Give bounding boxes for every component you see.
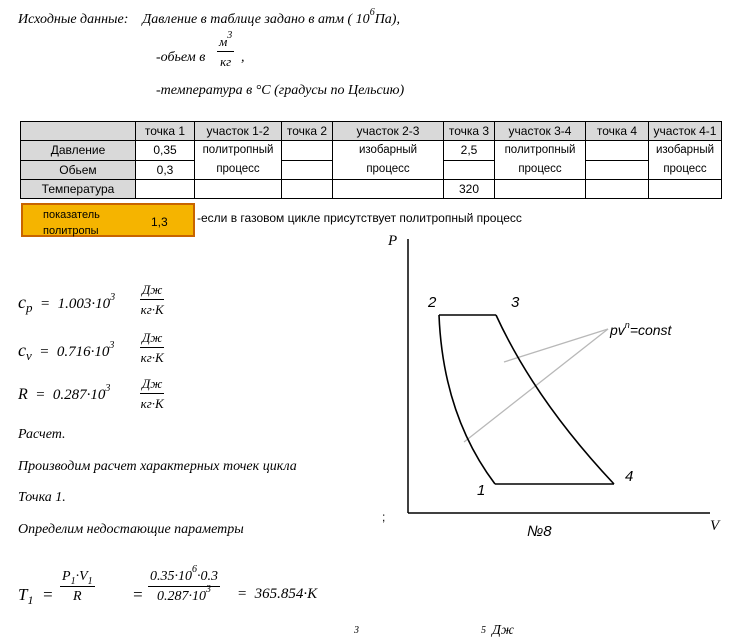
t1-subscript: 1	[27, 593, 34, 607]
cell-pressure-p4[interactable]	[586, 141, 649, 161]
cv-exponent: 3	[109, 340, 115, 351]
cv-unit-den: кг·К	[140, 350, 164, 365]
point-label-3: 3	[511, 294, 520, 311]
r-unit-den: кг·К	[140, 396, 164, 411]
calc-heading: Расчет.	[18, 427, 66, 442]
bottom-partial-exp-2: 5	[481, 625, 486, 636]
t1-lhs	[18, 585, 53, 605]
volume-unit-exp: 3	[227, 30, 233, 41]
table-row	[21, 180, 722, 199]
volume-unit-fraction	[217, 30, 234, 70]
t1-den-value: 0.287·10	[157, 589, 206, 604]
cell-volume-p1[interactable]: 0,3	[136, 160, 195, 180]
cp-exponent: 3	[110, 292, 116, 303]
volume-unit-comma: ,	[241, 50, 245, 65]
polytrope-label	[43, 207, 100, 239]
cp-value: 1.003·10	[57, 296, 111, 312]
curve-label-exp: n	[624, 320, 630, 330]
seg23-line2: процесс	[366, 163, 410, 175]
cell-segment-2-3	[333, 141, 444, 180]
polytrope-note: -если в газовом цикле присутствует политропный процесс	[197, 211, 522, 225]
t1-fraction-symbolic	[60, 569, 95, 605]
cell-temperature-seg23	[333, 180, 444, 199]
cell-temperature-seg41	[649, 180, 722, 199]
points-text: Производим расчет характерных точек цикла	[18, 459, 297, 474]
seg12-line1: политропный	[202, 144, 274, 156]
polytrope-value[interactable]: 1,3	[151, 215, 168, 229]
cell-volume-p2[interactable]	[282, 160, 333, 180]
polytrope-1-2	[439, 315, 495, 484]
curve-label-const: =const	[629, 322, 672, 338]
row-label-pressure: Давление	[21, 141, 136, 161]
header-label: Исходные данные:	[18, 12, 129, 27]
cv-symbol: c	[18, 340, 26, 360]
cv-unit-num: Дж	[140, 330, 164, 348]
t1-num-value: 0.35·10	[150, 569, 192, 584]
volume-unit-num: м	[219, 34, 228, 49]
cell-pressure-p3[interactable]: 2,5	[444, 141, 495, 161]
header-pressure-text: Давление в таблице задано в атм ( 10	[142, 12, 370, 27]
t1-v: ·V	[75, 569, 88, 584]
stray-semicolon: ;	[382, 510, 386, 524]
cell-temperature-seg12	[195, 180, 282, 199]
r-symbol: R	[18, 386, 28, 403]
point-label-1: 1	[477, 482, 486, 499]
bottom-partial-exp: 3	[354, 625, 359, 636]
cell-temperature-p1[interactable]	[136, 180, 195, 199]
r-equals: =	[35, 387, 46, 403]
cell-temperature-seg34	[495, 180, 586, 199]
cell-pressure-p2[interactable]	[282, 141, 333, 161]
curve-label-pv: pv	[610, 322, 625, 338]
polytrope-label-line2: политропы	[43, 225, 99, 237]
cp-unit-den: кг·К	[140, 302, 164, 317]
polytrope-label-line1: показатель	[43, 209, 100, 221]
seg41-line2: процесс	[663, 163, 707, 175]
point-label-4: 4	[625, 468, 634, 485]
header-line-3: -температура в °С (градусы по Цельсию)	[156, 83, 405, 98]
col-segment-1-2: участок 1-2	[195, 122, 282, 141]
polytrope-3-4	[496, 315, 614, 484]
axis-p-label: P	[388, 233, 398, 249]
t1-equals-3: =	[237, 586, 248, 602]
t1-p-sub: 1	[70, 576, 76, 587]
t1-fraction-numeric	[148, 564, 220, 605]
cp-symbol: c	[18, 292, 26, 312]
axis-v-label: V	[710, 518, 720, 534]
t1-symbol: T	[18, 585, 28, 604]
cp-unit-num: Дж	[140, 282, 164, 300]
r-unit-num: Дж	[140, 376, 164, 394]
col-point-4: точка 4	[586, 122, 649, 141]
constant-cp	[18, 292, 115, 313]
t1-result-value: 365.854·К	[254, 586, 318, 602]
header-line-2	[156, 50, 205, 66]
polytrope-curve-label	[609, 320, 673, 338]
t1-den-exp: 3	[206, 584, 211, 595]
header-line-1	[18, 7, 400, 28]
cell-segment-3-4	[495, 141, 586, 180]
cell-temperature-p3[interactable]: 320	[444, 180, 495, 199]
cell-volume-p4[interactable]	[586, 160, 649, 180]
row-label-temperature: Температура	[21, 180, 136, 199]
cell-temperature-p2[interactable]	[282, 180, 333, 199]
seg34-line2: процесс	[518, 163, 562, 175]
r-exponent: 3	[105, 383, 111, 394]
cv-subscript: v	[26, 348, 32, 363]
cell-segment-1-2	[195, 141, 282, 180]
missing-params-text: Определим недостающие параметры	[18, 522, 244, 537]
t1-p: P	[62, 569, 71, 584]
cv-value: 0.716·10	[56, 344, 110, 360]
table-corner-cell	[21, 122, 136, 141]
diagram-caption: №8	[527, 523, 552, 540]
cell-segment-4-1	[649, 141, 722, 180]
pv-diagram	[370, 225, 730, 545]
t1-result	[237, 586, 317, 603]
col-point-3: точка 3	[444, 122, 495, 141]
constant-r	[18, 383, 111, 404]
t1-r: R	[73, 589, 82, 604]
polytrope-index-box	[21, 203, 195, 237]
col-point-1: точка 1	[136, 122, 195, 141]
cell-temperature-p4[interactable]	[586, 180, 649, 199]
point1-heading: Точка 1.	[18, 490, 66, 505]
leader-line-upper	[504, 329, 608, 362]
table-row	[21, 141, 722, 161]
cp-unit	[140, 282, 164, 318]
constant-cv	[18, 340, 114, 361]
cp-equals: =	[40, 296, 51, 312]
col-segment-3-4: участок 3-4	[495, 122, 586, 141]
seg23-line1: изобарный	[358, 144, 418, 156]
seg12-line2: процесс	[216, 163, 260, 175]
bottom-partial-unit: Дж	[492, 623, 514, 638]
volume-unit-den: кг	[220, 54, 232, 69]
point-label-2: 2	[428, 294, 437, 311]
t1-num-exp: 6	[192, 564, 197, 575]
col-segment-4-1: участок 4-1	[649, 122, 722, 141]
col-point-2: точка 2	[282, 122, 333, 141]
seg41-line1: изобарный	[655, 144, 715, 156]
t1-equals-2: =	[132, 585, 144, 604]
table-header-row	[21, 122, 722, 141]
cp-subscript: p	[26, 300, 33, 315]
cv-equals: =	[39, 344, 50, 360]
col-segment-2-3: участок 2-3	[333, 122, 444, 141]
row-label-volume: Обьем	[21, 160, 136, 180]
t1-equals-1: =	[41, 585, 54, 604]
input-table	[20, 121, 722, 199]
cell-volume-p3[interactable]	[444, 160, 495, 180]
header-volume-prefix: -обьем в	[156, 50, 206, 65]
r-unit	[140, 376, 164, 412]
cv-unit	[140, 330, 164, 366]
r-value: 0.287·10	[52, 387, 106, 403]
t1-num-tail: ·0.3	[197, 569, 218, 584]
t1-v-sub: 1	[87, 576, 93, 587]
cell-pressure-p1[interactable]: 0,35	[136, 141, 195, 161]
header-pressure-exp: 6	[369, 7, 375, 18]
seg34-line1: политропный	[504, 144, 576, 156]
header-pressure-tail: Па),	[374, 12, 400, 27]
